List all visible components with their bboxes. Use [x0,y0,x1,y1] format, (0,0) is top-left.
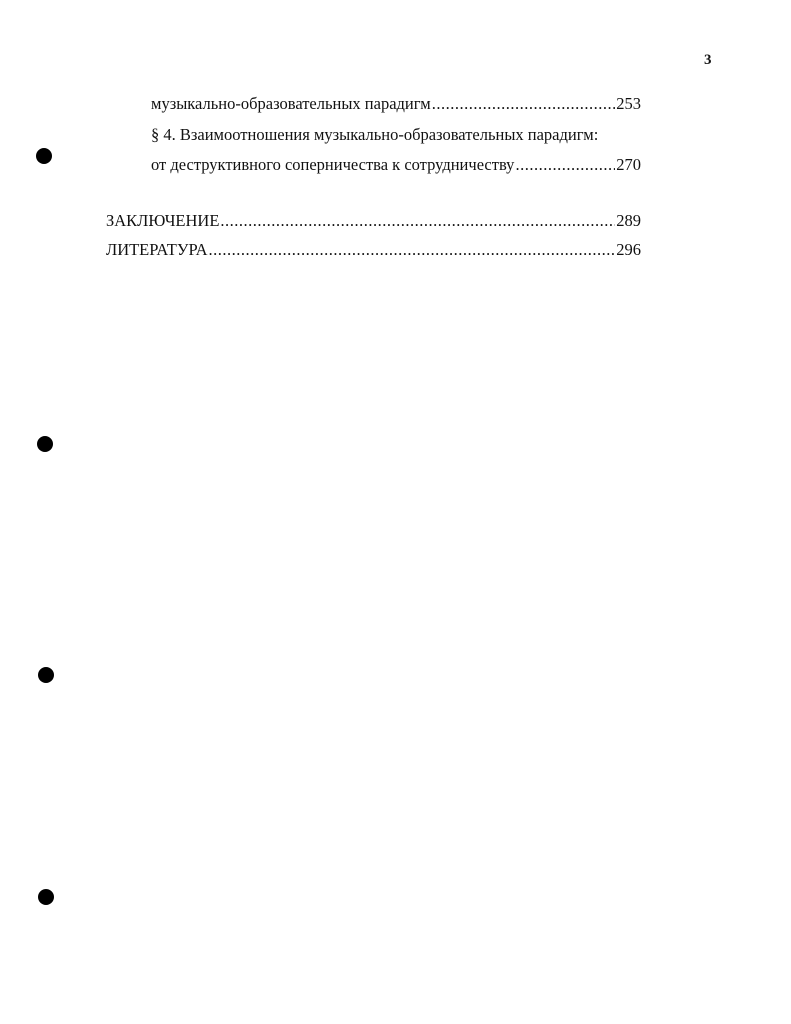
punch-hole-mark [38,667,54,683]
punch-hole-mark [37,436,53,452]
dot-leader [432,94,615,114]
toc-entry-label: от деструктивного соперничества к сотрудничеству [151,155,515,174]
toc-entry-section-4 [151,155,641,175]
toc-entry-label: музыкально-образовательных парадигм [151,94,431,113]
dot-leader [209,240,616,260]
toc-entry-conclusion [106,211,641,231]
toc-entry-literature [106,240,641,260]
punch-hole-mark [38,889,54,905]
toc-entry-paradigms [151,94,641,114]
punch-hole-mark [36,148,52,164]
toc-entry-page: 270 [616,155,641,174]
toc-entry-page: 289 [616,211,641,230]
toc-entry-page: 296 [616,240,641,259]
toc-entry-label: ЗАКЛЮЧЕНИЕ [106,211,220,230]
page-number: 3 [704,52,712,68]
toc-entry-page: 253 [616,94,641,113]
dot-leader [515,155,615,175]
toc-entry-label: ЛИТЕРАТУРА [106,240,208,259]
toc-section-4-heading: § 4. Взаимоотношения музыкально-образовательных парадигм: [151,125,599,144]
dot-leader [220,211,615,231]
